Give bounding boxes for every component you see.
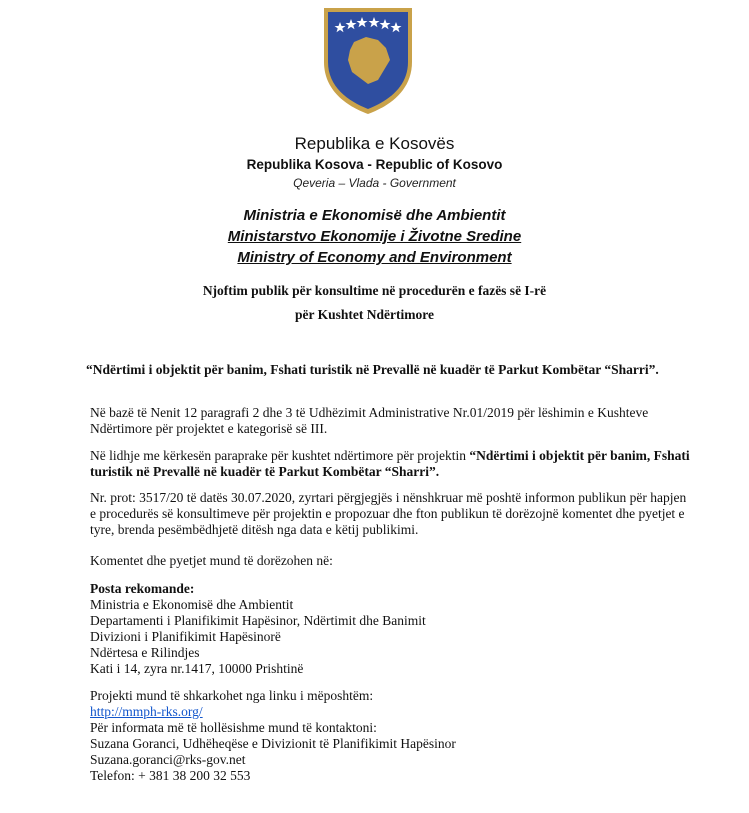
contact-person: Suzana Goranci, Udhëheqëse e Divizionit të Planifikimit Hapësinor xyxy=(90,736,456,751)
address-line: Ministria e Ekonomisë dhe Ambientit xyxy=(90,597,294,612)
submission-paragraph: Komentet dhe pyetjet mund të dorëzohen në: xyxy=(90,553,333,568)
notice-heading: Njoftim publik për konsultime në procedurën e fazës së I-rë xyxy=(202,283,547,298)
country-title-multilingual: Republika Kosova - Republic of Kosovo xyxy=(246,157,503,172)
postal-address-heading: Posta rekomande: xyxy=(90,581,195,596)
download-intro: Projekti mund të shkarkohet nga linku i mëposhtëm: xyxy=(90,688,374,703)
request-project-name: “Ndërtimi i objektit për banim, Fshati turistik në Prevallë në kuadër të Parkut Kombëtar “Sharri”. xyxy=(90,448,690,479)
contact-phone: Telefon: + 381 38 200 32 553 xyxy=(90,768,251,783)
contact-email: Suzana.goranci@rks-gov.net xyxy=(90,752,246,767)
kosovo-coat-of-arms-icon xyxy=(318,4,418,116)
notice-subheading: për Kushtet Ndërtimore xyxy=(295,307,434,322)
address-line: Divizioni i Planifikimit Hapësinorë xyxy=(90,629,281,644)
address-line: Ndërtesa e Rilindjes xyxy=(90,645,200,660)
request-paragraph xyxy=(90,448,690,480)
consultation-paragraph: Nr. prot: 3517/20 të datës 30.07.2020, zyrtari përgjegjës i nënshkruar më poshtë informon publikun për hapjen e procedurës së konsultimeve për projektin e propozuar dhe fton publikun të dorëzojnë komentet dhe pyetjet e tyre, brenda pesëmbëdhjetë ditësh nga data e këtij publikimi. xyxy=(90,490,687,537)
download-contact-block xyxy=(90,688,690,784)
contact-intro: Për informata më të hollësishme mund të kontaktoni: xyxy=(90,720,377,735)
legal-basis-paragraph: Në bazë të Nenit 12 paragrafi 2 dhe 3 të Udhëzimit Administrative Nr.01/2019 për lëshimin e Kushteve Ndërtimore për projektet e kategorisë së III. xyxy=(90,405,649,436)
project-title: “Ndërtimi i objektit për banim, Fshati turistik në Prevallë në kuadër të Parkut Kombëtar “Sharri”. xyxy=(86,362,659,377)
postal-address-block xyxy=(90,581,690,677)
request-intro-text: Në lidhje me kërkesën paraprake për kushtet ndërtimore për projektin xyxy=(90,448,470,463)
address-line: Departamenti i Planifikimit Hapësinor, Ndërtimit dhe Banimit xyxy=(90,613,426,628)
ministry-name-english: Ministry of Economy and Environment xyxy=(237,249,512,266)
address-line: Kati i 14, zyra nr.1417, 10000 Prishtinë xyxy=(90,661,304,676)
ministry-name-serbian: Ministarstvo Ekonomije i Životne Sredine xyxy=(227,228,522,245)
project-download-link[interactable]: http://mmph-rks.org/ xyxy=(90,704,203,719)
ministry-name-albanian: Ministria e Ekonomisë dhe Ambientit xyxy=(243,207,506,224)
government-subtitle: Qeveria – Vlada - Government xyxy=(293,176,456,190)
country-title-albanian: Republika e Kosovës xyxy=(294,134,455,153)
